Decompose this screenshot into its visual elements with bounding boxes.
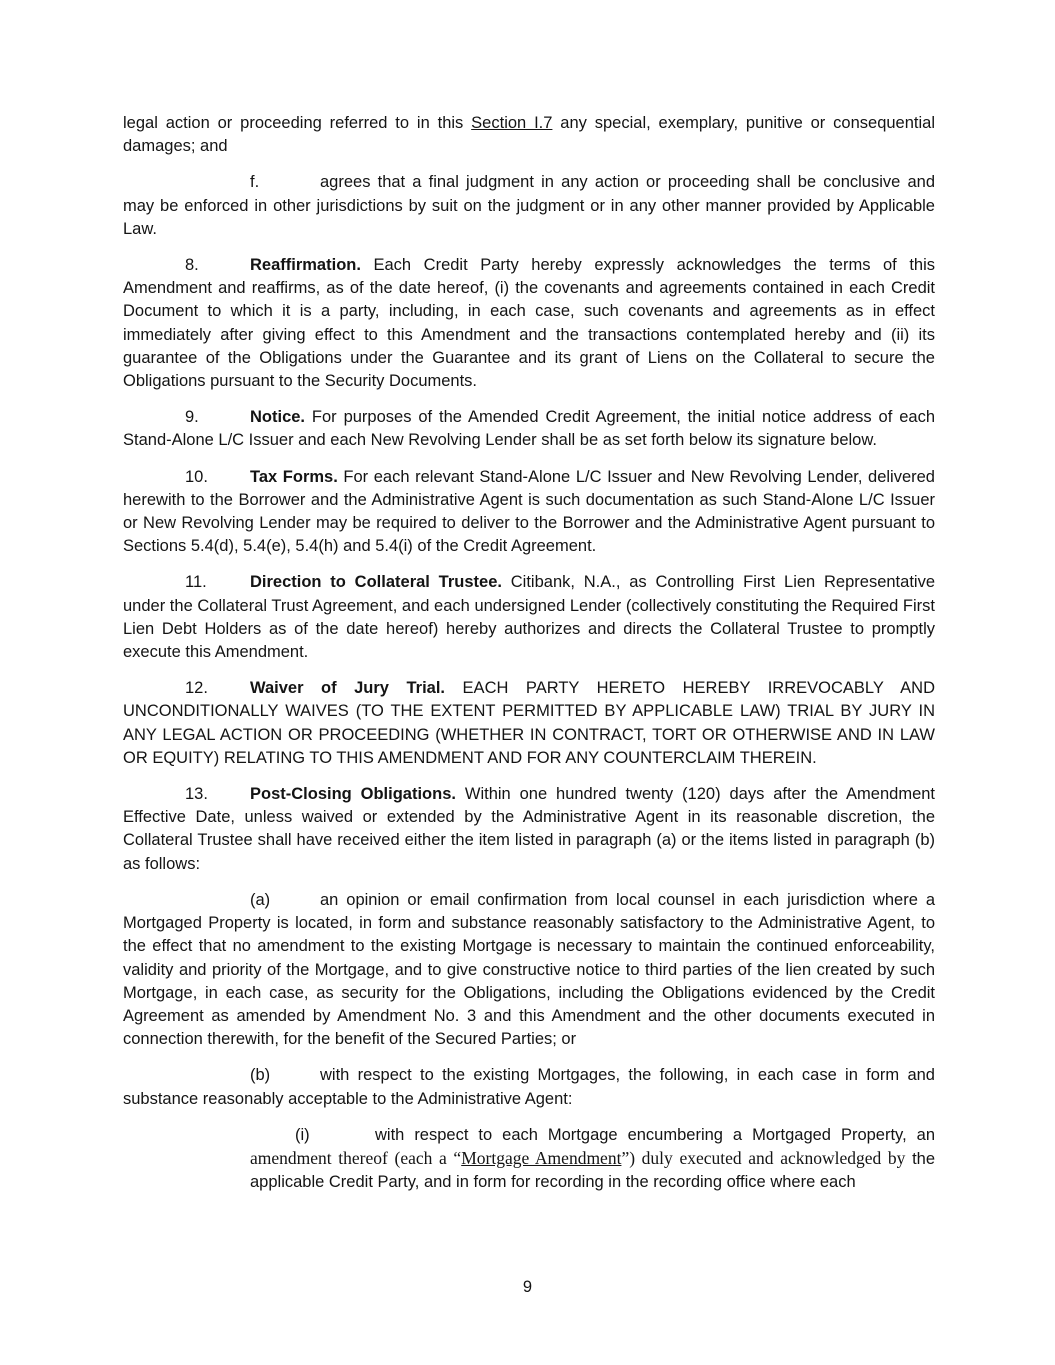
text-segment: Within one hundred twenty (120) days after the Amendment Effective Date, unless waived or extended by the Administrative Agent in its reasonable discretion, the Collateral Trustee shall have received either the item listed in paragraph (a) or the items listed in paragraph (b) as follows: [123, 785, 936, 873]
text-segment: the applicable Credit Party, and in form for recording in the recording office where each [250, 1149, 935, 1192]
para-a [123, 889, 935, 1051]
text-segment: ”) duly executed and acknowledged by [621, 1147, 913, 1168]
text-segment: For each relevant Stand-Alone L/C Issuer and New Revolving Lender, delivered herewith to the Borrower and the Administrative Agent is such documentation as such Stand-Alone L/C Issuer or New Revolving Lender may be required to deliver to the Borrower and the Administrative Agent pursuant to Sections 5.4(d), 5.4(e), 5.4(h) and 5.4(i) of the Credit Agreement. [123, 467, 935, 556]
paragraph-label: 9. [185, 408, 199, 427]
para-f [123, 171, 935, 241]
para-12-waiver-of-jury-trial [123, 677, 935, 770]
para-b-i [250, 1124, 935, 1195]
text-segment: Each Credit Party hereby expressly acknowledges the terms of this Amendment and reaffirms, as of the date hereof, (i) the covenants and agreements contained in each Credit Document to which it is a party, including, in each case, such covenants and agreements as in effect immediately after giving effect to this Amendment and the transactions contemplated hereby and (ii) its guarantee of the Obligations under the Guarantee and its grant of Liens on the Collateral to secure the Obligations pursuant to the Security Documents. [123, 256, 935, 391]
text-segment: agrees that a final judgment in any action or proceeding shall be conclusive and may be enforced in other jurisdictions by suit on the judgment or in any other manner provided by Applicable Law. [123, 173, 935, 238]
text-segment: any special, exemplary, punitive or consequential damages; and [123, 114, 935, 156]
paragraph-label: (b) [250, 1066, 271, 1085]
text-segment: EACH PARTY HERETO HEREBY IRREVOCABLY AND UNCONDITIONALLY WAIVES (TO THE EXTENT PERMITTED BY APPLICABLE LAW) TRIAL BY JURY IN ANY LEGAL ACTION OR PROCEEDING (WHETHER IN CONTRACT, TORT OR OTHERWISE AND IN LAW OR EQUITY) RELATING TO THIS AMENDMENT AND FOR ANY COUNTERCLAIM THEREIN. [123, 679, 935, 767]
paragraph-label: 13. [185, 785, 208, 804]
text-segment: Waiver of Jury Trial. [250, 679, 446, 698]
paragraph-label: (i) [295, 1125, 310, 1144]
document-body [123, 112, 935, 1207]
text-segment: Tax Forms. [250, 467, 338, 486]
paragraph-label: (a) [250, 890, 271, 909]
text-segment: with respect to the existing Mortgages, the following, in each case in form and substance reasonably acceptable to the Administrative Agent: [123, 1066, 935, 1108]
text-segment: with respect to each Mortgage encumbering a Mortgaged Property, an [375, 1125, 935, 1144]
para-13-post-closing-obligations [123, 783, 935, 876]
text-segment: Direction to Collateral Trustee. [250, 573, 502, 592]
text-segment: Mortgage Amendment [461, 1147, 622, 1168]
paragraph-label: 11. [185, 573, 207, 592]
paragraph-label: f. [250, 173, 260, 192]
text-segment: Post-Closing Obligations. [250, 785, 456, 804]
text-segment: an opinion or email confirmation from local counsel in each jurisdiction where a Mortgaged Property is located, in form and substance reasonably satisfactory to the Administrative Agent, to the effect that no amendment to the existing Mortgage is necessary to maintain the continued enforceability, validity and priority of the Mortgage, and to give constructive notice to third parties of the lien created by such Mortgage, in each case, as security for the Obligations, including the Obligations evidenced by the Credit Agreement as amended by Amendment No. 3 and this Amendment and the other documents executed in connection therewith, for the benefit of the Secured Parties; or [123, 890, 935, 1049]
text-segment: Notice. [250, 408, 306, 427]
para-8-reaffirmation [123, 254, 935, 393]
para-b [123, 1064, 935, 1110]
para-10-tax-forms [123, 466, 935, 559]
para-11-direction-to-collateral-trustee [123, 571, 935, 664]
paragraph-label: 12. [185, 679, 208, 698]
text-segment: Section I.7 [471, 114, 553, 132]
paragraph-label: 10. [185, 467, 208, 486]
text-segment: amendment thereof (each a “ [250, 1147, 462, 1168]
text-segment: Citibank, N.A., as Controlling First Lien Representative under the Collateral Trust Agreement, and each undersigned Lender (collectively constituting the Required First Lien Debt Holders as of the date hereof) hereby authorizes and directs the Collateral Trustee to promptly execute this Amendment. [123, 573, 935, 662]
text-segment: Reaffirmation. [250, 256, 361, 275]
paragraph-label: 8. [185, 256, 199, 275]
text-segment: For purposes of the Amended Credit Agreement, the initial notice address of each Stand-Alone L/C Issuer and each New Revolving Lender shall be as set forth below its signature below. [123, 408, 935, 450]
para-continuation [123, 112, 935, 158]
text-segment: legal action or proceeding referred to in this [123, 114, 472, 132]
para-9-notice [123, 406, 935, 452]
page-number: 9 [522, 1278, 533, 1296]
